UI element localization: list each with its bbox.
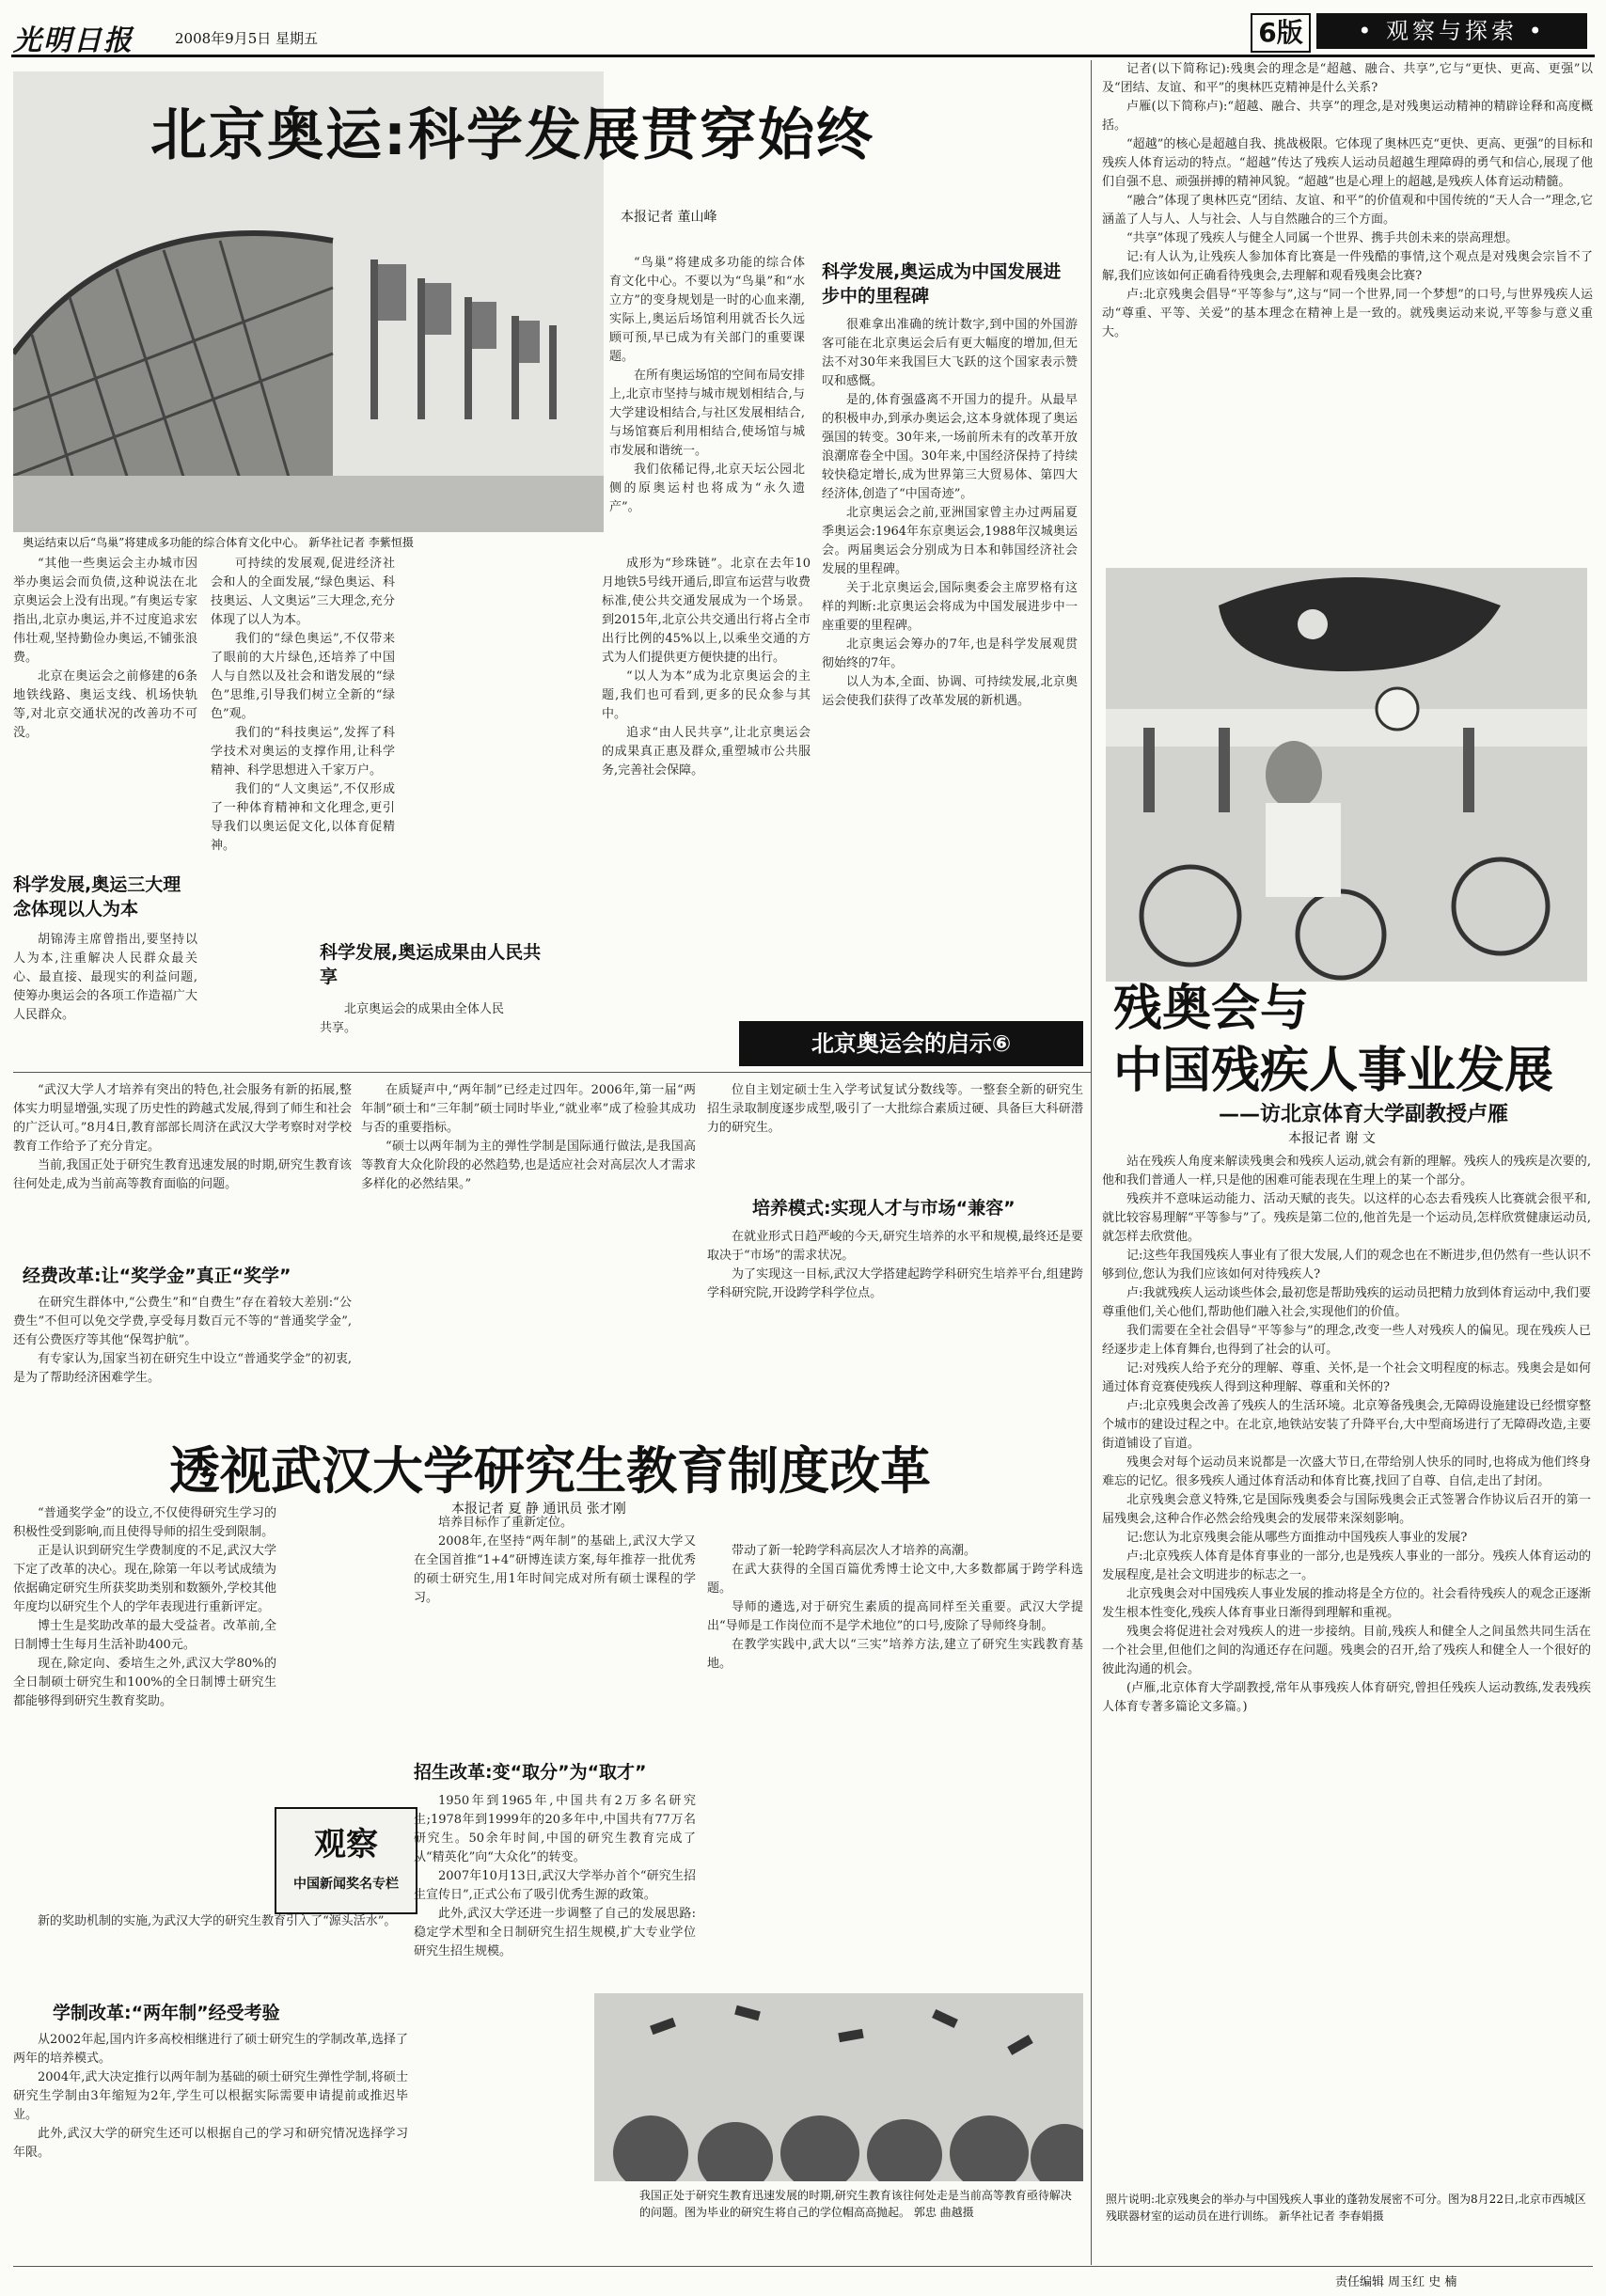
- wuhan-subhead-4: 学制改革:“两年制”经受考验: [53, 2003, 280, 2023]
- masthead-rule: [11, 55, 1595, 57]
- olympics-column-4: 成形为“珍珠链”。北京在去年10月地铁5号线开通后,即宣布运营与收费标准,使公共交通发展成为一个场景。到2015年,北京公共交通出行将占全市出行比例的45%以上,以乘坐交通的方式为人们提供更方便快捷的出行。 “以人为本”成为北京奥运会的主题,我们也可看到,更多的民众参与其中。 追求“由人民共享”,让北京奥运会的成果真正惠及群众,重塑城市公共服务,完善社会保障。: [602, 557, 811, 778]
- paralympic-photo-caption: 照片说明:北京残奥会的举办与中国残疾人事业的蓬勃发展密不可分。图为8月22日,北京市西城区残联器材室的运动员在进行训练。 新华社记者 李春娟摄: [1106, 2193, 1586, 2223]
- olympics-column-3: 很难拿出准确的统计数字,到中国的外国游客可能在北京奥运会后有更大幅度的增加,但无法不对30年来我国巨大飞跃的这个国家表示赞叹和感慨。 是的,体育强盛离不开国力的提升。从最早的积极申办,到承办奥运会,这本身就体现了奥运强国的转变。30年来,一场前所未有的改革开放浪潮席卷全中国。30年来,中国经济保持了持续较快稳定增长,成为世界第三大贸易体、第四大经济体,创造了“中国奇迹”。 北京奥运会之前,亚洲国家曾主办过两届夏季奥运会:1964年东京奥运会,1988年汉城奥运会。两届奥运会分别成为日本和韩国经济社会发展的里程碑。 关于北京奥运会,国际奥委会主席罗格有这样的判断:北京奥运会将成为中国发展进步中一座重要的里程碑。 北京奥运会筹办的7年,也是科学发展观贯彻始终的7年。 以人为本,全面、协调、可持续发展,北京奥运会使我们获得了改革发展的新机遇。: [822, 318, 1078, 708]
- olympics-subhead-1: 科学发展,奥运成为中国发展进步中的里程碑: [822, 261, 1062, 307]
- paralympic-title-line-2: 中国残疾人事业发展: [1113, 1043, 1554, 1099]
- graduation-illustration: [594, 1993, 1083, 2181]
- olympics-column-1: “其他一些奥运会主办城市因举办奥运会而负债,这种说法在北京奥运会上没有出现。”有奥运专家指出,北京办奥运,并不过度追求宏伟壮观,坚持勤俭办奥运,不铺张浪费。 北京在奥运会之前修建的6条地铁线路、奥运支线、机场快轨等,对北京交通状况的改善功不可没。: [13, 557, 197, 740]
- training-illustration: [1106, 568, 1587, 982]
- wuhan-column-1-mid: 在研究生群体中,“公费生”和“自费生”存在着较大差别:“公费生”不但可以免交学费,享受每月数百元不等的“普通奖学金”,还有公费医疗等其他“保驾护航”。 有专家认为,国家当初在研究生中设立“普通奖学金”的初衷,是为了帮助经济困难学生。: [13, 1296, 352, 1385]
- wuhan-column-1-end: 新的奖助机制的实施,为武汉大学的研究生教育引入了“源头活水”。: [38, 1914, 397, 1928]
- olympics-column-1b: 胡锦涛主席曾指出,要坚持以人为本,注重解决人民群众最关心、最直接、最现实的利益问题,使筹办奥运会的各项工作造福广大人民群众。: [13, 933, 197, 1022]
- wuhan-subhead-3: 招生改革:变“取分”为“取才”: [414, 1762, 647, 1783]
- wuhan-column-2-top: 在质疑声中,“两年制”已经走过四年。2006年,第一届“两年制”硕士和“三年制”硕士同时毕业,“就业率”成了检验其成功与否的重要指标。 “硕士以两年制为主的弹性学制是国际通行做法,是我国高等教育大众化阶段的必然趋势,也是适应社会对高层次人才需求多样化的必然结果。”: [361, 1083, 696, 1191]
- wuhan-column-1-bottom: “普通奖学金”的设立,不仅使得研究生学习的积极性受到影响,而且使得导师的招生受到限制。 正是认识到研究生学费制度的不足,武汉大学下定了改革的决心。现在,除第一年以考试成绩为依据确定研究生所获奖助类别和数额外,学校其他年度均以研究生个人的学年表现进行重新评定。 博士生是奖助改革的最大受益者。改革前,全日制博士生每月生活补助400元。 现在,除定向、委培生之外,武汉大学80%的全日制硕士研究生和100%的全日制博士研究生都能够得到研究生教育奖助。: [13, 1506, 276, 1708]
- olympics-lead: “鸟巢”将建成多功能的综合体育文化中心。不要以为“鸟巢”和“水立方”的变身规划是一时的心血来潮,实际上,奥运后场馆利用就否长久远顾可预,早已成为有关部门的重要课题。: [609, 256, 805, 364]
- paralympic-intro-question: 记者(以下简称记):残奥会的理念是“超越、融合、共享”,它与“更快、更高、更强”以及“团结、友谊、和平”的奥林匹克精神是什么关系?: [1102, 62, 1593, 95]
- olympics-headline: 北京奥运:科学发展贯穿始终: [150, 102, 874, 168]
- observe-title: 观察: [314, 1826, 378, 1864]
- paralympic-body: 站在残疾人角度来解读残奥会和残疾人运动,就会有新的理解。残疾人的残疾是次要的,他和我们普通人一样,只是他的困难可能表现在生理上的某一个部分。 残疾并不意味运动能力、活动天赋的丧失。以这样的心态去看残疾人比赛就会很平和,就比较容易理解“平等参与”了。残疾是第二位的,他首先是一个运动员,怎样欣赏健康运动员,就怎样去欣赏他。 记:这些年我国残疾人事业有了很大发展,人们的观念也在不断进步,但仍然有一些认识不够到位,您认为我们应该如何对待残疾人? 卢:我就残疾人运动谈些体会,最初您是帮助残疾的运动员把精力放到体育运动中,我们要尊重他们,关心他们,帮助他们融入社会,实现他们的价值。 我们需要在全社会倡导“平等参与”的理念,改变一些人对残疾人的偏见。现在残疾人已经逐步走上体育舞台,也得到了社会的认可。 记:对残疾人给予充分的理解、尊重、关怀,是一个社会文明程度的标志。残奥会是如何通过体育竞赛使残疾人得到这种理解、尊重和关怀的? 卢:北京残奥会改善了残疾人的生活环境。北京筹备残奥会,无障碍设施建设已经惯穿整个城市的建设过程之中。在北京,地铁站安装了升降平台,大中型商场进行了无障碍改造,主要街道铺设了盲道。 残奥会对每个运动员来说都是一次盛大节日,在带给别人快乐的同时,也将成为他们终身难忘的记忆。很多残疾人通过体育活动和体育比赛,找回了自尊、自信,走出了封闭。 北京残奥会意义特殊,它是国际残奥委会与国际残奥会正式签署合作协议后召开的第一届残奥会,这种合作必然会给残奥会的发展带来深刻影响。 记:您认为北京残奥会能从哪些方面推动中国残疾人事业的发展? 卢:北京残疾人体育是体育事业的一部分,也是残疾人事业的一部分。残疾人体育运动的发展程度,是社会文明进步的标志之一。 北京残奥会对中国残疾人事业发展的推动将是全方位的。社会看待残疾人的观念正逐渐发生根本性变化,残疾人体育事业日渐得到理解和重视。 残奥会将促进社会对残疾人的进一步接纳。目前,残疾人和健全人之间虽然共同生活在一个社会里,但他们之间的沟通还存在问题。残奥会的召开,给了残疾人和健全人一个很好的彼此沟通的机会。 (卢雁,北京体育大学副教授,常年从事残疾人体育研究,曾担任残疾人运动教练,发表残疾人体育专著多篇论文多篇。): [1102, 1155, 1591, 1714]
- paralympic-title-line-1: 残奥会与: [1113, 981, 1310, 1037]
- section-label: • 观察与探索 •: [1316, 13, 1587, 49]
- column-rule: [1091, 60, 1092, 2265]
- wuhan-column-3-bottom: 带动了新一轮跨学科高层次人才培养的高潮。 在武大获得的全国百篇优秀博士论文中,大多数都属于跨学科选题。 导师的遴选,对于研究生素质的提高同样至关重要。武汉大学提出“导师是工作岗位而不是学术地位”的口号,废除了导师终身制。 在教学实践中,武大以“三实”培养方法,建立了研究生实践教育基地。: [707, 1544, 1083, 1671]
- paralympic-first-answer: 卢雁(以下简称卢):“超越、融合、共享”的理念,是对残奥运动精神的精辟诠释和高度概括。: [1102, 100, 1593, 133]
- wuhan-subhead-2: 培养模式:实现人才与市场“兼容”: [752, 1198, 1016, 1219]
- editors-credit: 责任编辑 周玉红 史 楠: [1335, 2275, 1457, 2289]
- wuhan-column-2-mid: 培养目标作了重新定位。 2008年,在坚持“两年制”的基础上,武汉大学又在全国首推“1+4”研博连读方案,每年推荐一批优秀的硕士研究生,用1年时间完成对所有硕士课程的学习。: [414, 1516, 696, 1605]
- paralympic-byline: 本报记者 谢 文: [1288, 1131, 1376, 1146]
- issue-date: 2008年9月5日 星期五: [175, 30, 319, 47]
- wuhan-subhead-1: 经费改革:让“奖学金”真正“奖学”: [23, 1266, 291, 1286]
- observe-box: [275, 1807, 417, 1914]
- wheelchair-training-photo: [1106, 568, 1587, 982]
- series-banner: 北京奥运会的启示⑥: [739, 1021, 1083, 1066]
- wuhan-byline: 本报记者 夏 静 通讯员 张才刚: [451, 1502, 626, 1517]
- olympics-column-2: 可持续的发展观,促进经济社会和人的全面发展,“绿色奥运、科技奥运、人文奥运”三大理念,充分体现了以人为本。 我们的“绿色奥运”,不仅带来了眼前的大片绿色,还培养了中国人与自然以及社会和谐发展的“绿色”思维,引导我们树立全新的“绿色”观。 我们的“科技奥运”,发挥了科学技术对奥运的支撑作用,让科学精神、科学思想进入千家万户。 我们的“人文奥运”,不仅形成了一种体育精神和文化理念,更引导我们以奥运促文化,以体育促精神。: [211, 557, 395, 853]
- wuhan-column-1-top: “武汉大学人才培养有突出的特色,社会服务有新的拓展,整体实力明显增强,实现了历史性的跨越式发展,得到了师生和社会的广泛认可。”8月4日,教育部部长周济在武汉大学考察时对学校教育工作给予了充分肯定。 当前,我国正处于研究生教育迅速发展的时期,研究生教育该往何处走,成为当前高等教育面临的问题。: [13, 1083, 352, 1191]
- wuhan-column-3-mid: 在就业形式日趋严峻的今天,研究生培养的水平和规模,最终还是要取决于“市场”的需求状况。 为了实现这一目标,武汉大学搭建起跨学科研究生培养平台,组建跨学科研究院,开设跨学科学位点。: [707, 1230, 1083, 1300]
- page-number: 6版: [1251, 13, 1311, 53]
- wuhan-column-3-top: 位自主划定硕士生入学考试复试分数线等。一整套全新的研究生招生录取制度逐步成型,吸引了一大批综合素质过硬、具备巨大科研潜力的研究生。: [707, 1083, 1083, 1135]
- wuhan-column-1-final: 从2002年起,国内许多高校相继进行了硕士研究生的学制改革,选择了两年的培养模式。 2004年,武大决定推行以两年制为基础的硕士研究生弹性学制,将硕士研究生学制由3年缩短为2年,学生可以根据实际需要申请提前或推迟毕业。 此外,武汉大学的研究生还可以根据自己的学习和研究情况选择学习年限。: [13, 2033, 408, 2160]
- section-rule: [13, 1072, 1091, 1073]
- wuhan-headline: 透视武汉大学研究生教育制度改革: [169, 1441, 931, 1501]
- olympics-lead-column: “鸟巢”将建成多功能的综合体育文化中心。不要以为“鸟巢”和“水立方”的变身规划是一时的心血来潮,实际上,奥运后场馆利用就否长久远顾可预,早已成为有关部门的重要课题。 在所有奥运场馆的空间布局安排上,北京市坚持与城市规划相结合,与大学建设相结合,与社区发展相结合,与场馆赛后利用相结合,使场馆与城市发展和谐统一。 我们依稀记得,北京天坛公园北侧的原奥运村也将成为“永久遗产”。: [609, 256, 805, 514]
- graduation-photo-caption: 我国正处于研究生教育迅速发展的时期,研究生教育该往何处走是当前高等教育亟待解决的问题。图为毕业的研究生将自己的学位帽高高抛起。 郭忠 曲越摄: [639, 2189, 1072, 2219]
- observe-subtitle: 中国新闻奖名专栏: [293, 1877, 399, 1892]
- olympics-subhead-2: 科学发展,奥运三大理念体现以人为本: [13, 874, 181, 920]
- graduation-photo: [594, 1993, 1083, 2181]
- footer-rule: [13, 2266, 1593, 2267]
- newspaper-logo: 光明日报: [13, 24, 134, 57]
- wuhan-column-2-bottom: 1950年到1965年,中国共有2万多名研究生;1978年到1999年的20多年中,中国共有77万名研究生。50余年时间,中国的研究生教育完成了从“精英化”向“大众化”的转变。 2007年10月13日,武汉大学举办首个“研究生招生宣传日”,正式公布了吸引优秀生源的政策。 此外,武汉大学还进一步调整了自己的发展思路:稳定学术型和全日制研究生招生规模,扩大专业学位研究生招生规模。: [414, 1794, 696, 1958]
- paralympic-intro-column: 记者(以下简称记):残奥会的理念是“超越、融合、共享”,它与“更快、更高、更强”以及“团结、友谊、和平”的奥林匹克精神是什么关系? 卢雁(以下简称卢):“超越、融合、共享”的理念,是对残奥运动精神的精辟诠释和高度概括。 “超越”的核心是超越自我、挑战极限。它体现了奥林匹克“更快、更高、更强”的目标和残疾人体育运动的特点。“超越”传达了残疾人运动员超越生理障碍的勇气和信心,展现了他们自强不息、顽强拼搏的精神风貌。“超越”也是心理上的超越,是残疾人体育运动精髓。 “融合”体现了奥林匹克“团结、友谊、和平”的价值观和中国传统的“天人合一”理念,它涵盖了人与人、人与社会、人与自然融合的三个方面。 “共享”体现了残疾人与健全人同属一个世界、携手共创未来的崇高理想。 记:有人认为,让残疾人参加体育比赛是一件残酷的事情,这个观点是对残奥会宗旨不了解,我们应该如何正确看待残奥会,去理解和观看残奥会比赛? 卢:北京残奥会倡导“平等参与”,这与“同一个世界,同一个梦想”的口号,与世界残疾人运动“尊重、平等、关爱”的基本理念在精神上是一致的。就残奥运动来说,平等参与意义重大。: [1102, 62, 1593, 339]
- olympics-byline: 本报记者 董山峰: [621, 210, 717, 225]
- olympics-column-2b: 北京奥运会的成果由全体人民共享。: [320, 1002, 504, 1035]
- paralympic-subtitle: ——访北京体育大学副教授卢雁: [1219, 1103, 1509, 1126]
- olympics-photo-caption: 奥运结束以后“鸟巢”将建成多功能的综合体育文化中心。 新华社记者 李紫恒摄: [23, 536, 414, 549]
- olympics-subhead-3: 科学发展,奥运成果由人民共享: [320, 942, 542, 987]
